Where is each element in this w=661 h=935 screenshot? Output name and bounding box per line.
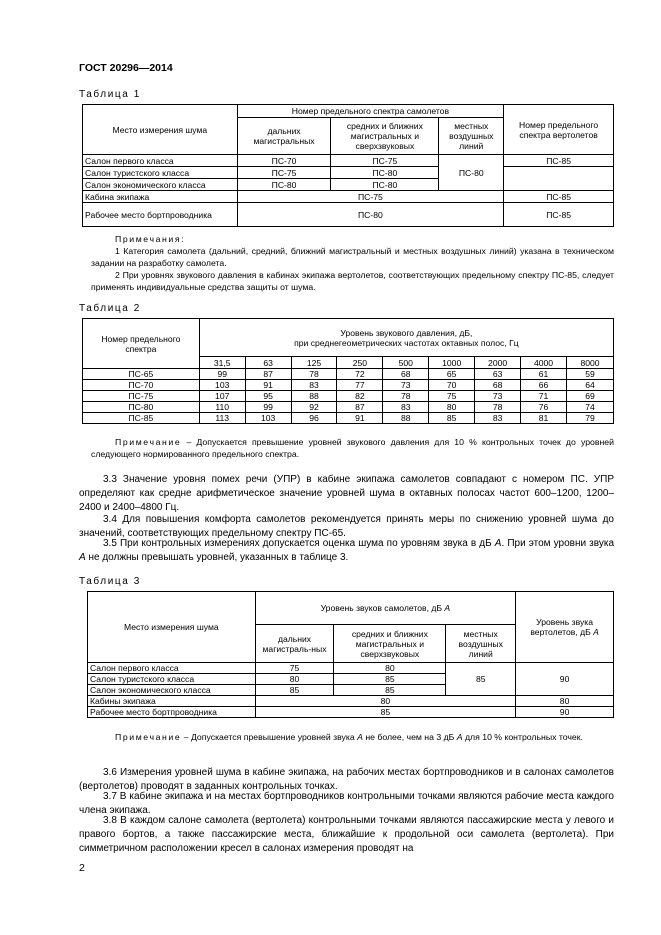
table-cell: 80 xyxy=(255,674,334,685)
table3-note-part: не более, чем на 3 дБ xyxy=(362,732,457,742)
table-cell: ПС-85 xyxy=(504,155,614,167)
table-cell: 85 xyxy=(429,413,475,424)
table3-header-heli-text: Уровень звука вертолетов, дБ xyxy=(530,617,594,637)
table3-header-sub: средних и ближних магистральных и сверхзвуковых xyxy=(334,625,446,663)
table3-header-place: Место измерения шума xyxy=(88,592,256,663)
table-cell: Салон экономического класса xyxy=(88,685,256,696)
table-cell: 250 xyxy=(337,357,383,369)
table1-header-group: Номер предельного спектра самолетов xyxy=(237,105,504,118)
table-row xyxy=(83,155,614,167)
table-cell: 110 xyxy=(199,402,245,413)
table-cell: 107 xyxy=(199,391,245,402)
table-cell: 87 xyxy=(337,402,383,413)
table-cell: Кабина экипажа xyxy=(83,191,238,203)
table1-header-heli: Номер предельного спектра вертолетов xyxy=(504,105,614,155)
table-cell: 91 xyxy=(245,380,291,391)
table-cell: 72 xyxy=(337,369,383,380)
table-cell: ПС-85 xyxy=(504,203,614,227)
table-cell: 85 xyxy=(255,707,516,718)
paragraph-3-4: 3.4 Для повышения комфорта самолетов рекомендуется принять меры по снижению уровней шума до значений, соответствующих предельному спектру ПС-65. xyxy=(79,514,614,539)
table-cell: 69 xyxy=(567,391,614,402)
paragraph-3-5-part: 3.5 При контрольных измерениях допускается оценка шума по уровням звука в дБ xyxy=(103,538,495,549)
paragraph-3-3: 3.3 Значение уровня помех речи (УПР) в кабине экипажа самолетов совпадают с номером ПС. УПР определяют как средне арифметическое значение уровней шума в октавных полосах частот 600–1200, 1200–2400 и 2400–4800 Гц. xyxy=(79,474,614,513)
paragraph-3-8: 3.8 В каждом салоне самолета (вертолета) контрольными точками являются пассажирские места у левого и правого бортов, а также пассажирские места, ближайшие к продольной оси самолета (вертолета). При симметричном расположении кресел в салонах измерения проводят на xyxy=(79,815,614,854)
table2 xyxy=(82,318,614,424)
table-cell: Салон туристского класса xyxy=(83,167,238,179)
table-cell: ПС-80 xyxy=(83,402,200,413)
table-cell: 78 xyxy=(291,369,337,380)
table3 xyxy=(87,591,614,718)
table-cell: 85 xyxy=(255,685,334,696)
paragraph-3-5 xyxy=(79,537,614,565)
table3-header-heli xyxy=(516,592,614,663)
paragraph-3-7: 3.7 В кабине экипажа и на местах бортпроводников контрольными точками являются рабочие места каждого члена экипажа. xyxy=(79,791,614,816)
table-cell: ПС-75 xyxy=(237,191,504,203)
table-cell: 91 xyxy=(337,413,383,424)
table-cell: 85 xyxy=(334,685,446,696)
page-header: ГОСТ 20296—2014 xyxy=(79,62,173,74)
table3-caption: Таблица 3 xyxy=(79,576,141,587)
table-cell: ПС-80 xyxy=(331,167,439,179)
table1-header-place: Место измерения шума xyxy=(83,105,238,155)
table-cell: 75 xyxy=(255,663,334,674)
table-cell: 63 xyxy=(475,369,521,380)
table-cell: 68 xyxy=(383,369,429,380)
table-cell: 88 xyxy=(291,391,337,402)
table-cell: 76 xyxy=(521,402,567,413)
table-cell: 79 xyxy=(567,413,614,424)
paragraph-3-5-part: . При этом уровни звука xyxy=(501,538,615,549)
table-cell: 83 xyxy=(291,380,337,391)
table-cell: ПС-80 xyxy=(237,179,331,191)
table-cell: 61 xyxy=(521,369,567,380)
table1-note-2: 2 При уровнях звукового давления в кабинах экипажа вертолетов, соответствующих предельному спектру ПС-85, следует применять индивидуальные средства защиты от шума. xyxy=(91,270,614,292)
table-row xyxy=(83,391,614,402)
table-cell: 103 xyxy=(245,413,291,424)
table-cell: 88 xyxy=(383,413,429,424)
table-cell: 74 xyxy=(567,402,614,413)
table-cell: 1000 xyxy=(429,357,475,369)
table-cell: 90 xyxy=(516,663,614,696)
table-cell: 500 xyxy=(383,357,429,369)
table3-header-sub: дальних магистраль-ных xyxy=(255,625,334,663)
table-cell: 125 xyxy=(291,357,337,369)
paragraph-3-5-unit: А xyxy=(79,552,86,563)
table-cell: 78 xyxy=(383,391,429,402)
table3-header-group-text: Уровень звуков самолетов, дБ xyxy=(320,603,445,613)
table2-note-label: Примечание xyxy=(115,437,182,447)
table-cell: ПС-85 xyxy=(504,191,614,203)
table-row xyxy=(88,696,614,707)
paragraph-3-5-unit: А xyxy=(494,538,502,549)
table-cell: 68 xyxy=(475,380,521,391)
table-cell: 75 xyxy=(429,391,475,402)
table2-header-level xyxy=(199,319,613,357)
table-cell: ПС-75 xyxy=(331,155,439,167)
table-cell: 77 xyxy=(337,380,383,391)
table-row xyxy=(83,191,614,203)
table-cell: ПС-80 xyxy=(237,203,504,227)
table-cell: 83 xyxy=(383,402,429,413)
paragraph-3-6: 3.6 Измерения уровней шума в кабине экипажа, на рабочих местах бортпроводников и в салонах самолетов (вертолетов) проводят в заданных контрольных точках. xyxy=(79,767,614,792)
table-row xyxy=(88,707,614,718)
table-cell: ПС-80 xyxy=(331,179,439,191)
table3-header-sub: местных воздушных линий xyxy=(446,625,516,663)
table-cell: 85 xyxy=(334,674,446,685)
table-cell: 103 xyxy=(199,380,245,391)
table-cell: 63 xyxy=(245,357,291,369)
table3-header-heli-unit: А xyxy=(593,627,599,637)
table-cell: 96 xyxy=(291,413,337,424)
table-cell: 64 xyxy=(567,380,614,391)
table-cell: 8000 xyxy=(567,357,614,369)
table-cell: Рабочее место бортпроводника xyxy=(83,203,238,227)
table3-header-group xyxy=(255,592,516,625)
table-cell: 90 xyxy=(516,707,614,718)
table2-header-level-line2: при среднегеометрических частотах октавных полос, Гц xyxy=(294,337,519,348)
table1-caption: Таблица 1 xyxy=(79,89,141,100)
table1-notes-title: Примечания: xyxy=(115,234,186,244)
table-cell: 71 xyxy=(521,391,567,402)
table-cell: 66 xyxy=(521,380,567,391)
table2-note-text: – Допускается превышение уровней звукового давления для 10 % контрольных точек до уровней следующего нормированного предельного спектра. xyxy=(91,437,614,459)
table2-caption: Таблица 2 xyxy=(79,303,141,314)
table-cell xyxy=(504,167,614,191)
table-cell: 80 xyxy=(334,663,446,674)
table3-note-unit: А xyxy=(357,732,363,742)
table-cell: Салон первого класса xyxy=(83,155,238,167)
table-cell: 4000 xyxy=(521,357,567,369)
paragraph-3-5-part: не должны превышать уровней, указанных в таблице 3. xyxy=(85,552,349,563)
table-cell: 99 xyxy=(245,402,291,413)
table-row xyxy=(83,369,614,380)
table-cell: Салон туристского класса xyxy=(88,674,256,685)
table-cell: 99 xyxy=(199,369,245,380)
table1-header-sub: дальних магистральных xyxy=(237,118,331,155)
table-row xyxy=(83,413,614,424)
table-row xyxy=(83,380,614,391)
table-cell: Салон первого класса xyxy=(88,663,256,674)
table-cell: ПС-75 xyxy=(83,391,200,402)
table3-header-group-unit: А xyxy=(444,603,451,613)
table-cell: 65 xyxy=(429,369,475,380)
table-cell: 80 xyxy=(255,696,516,707)
table-cell: 92 xyxy=(291,402,337,413)
table-cell: 80 xyxy=(429,402,475,413)
table-cell: 78 xyxy=(475,402,521,413)
table2-header-spec: Номер предельного спектра xyxy=(83,319,200,369)
table-cell: 80 xyxy=(516,696,614,707)
table-cell: ПС-65 xyxy=(83,369,200,380)
page-number: 2 xyxy=(79,862,85,874)
table-cell: 85 xyxy=(446,663,516,696)
table1-header-sub: местных воздушных линий xyxy=(439,118,504,155)
table-row xyxy=(88,663,614,674)
table-row xyxy=(83,402,614,413)
table3-note xyxy=(91,731,614,743)
table-cell: 82 xyxy=(337,391,383,402)
table-cell: 83 xyxy=(475,413,521,424)
table-cell: 73 xyxy=(475,391,521,402)
table1 xyxy=(82,104,614,227)
table-row xyxy=(83,203,614,227)
table-cell: 31,5 xyxy=(199,357,245,369)
table-cell: 81 xyxy=(521,413,567,424)
table-cell: ПС-70 xyxy=(237,155,331,167)
table-cell: 73 xyxy=(383,380,429,391)
table-cell: 70 xyxy=(429,380,475,391)
table-cell: 95 xyxy=(245,391,291,402)
table-cell: ПС-85 xyxy=(83,413,200,424)
table-cell: ПС-70 xyxy=(83,380,200,391)
table-cell: 59 xyxy=(567,369,614,380)
table1-note-1: 1 Категория самолета (дальний, средний, ближний магистральный и местных воздушных линий) указана в техническом задании на разработку самолета. xyxy=(91,246,614,268)
table-cell: Салон экономического класса xyxy=(83,179,238,191)
table3-note-part: для 10 % контрольных точек. xyxy=(462,732,583,742)
table-cell: ПС-75 xyxy=(237,167,331,179)
table3-note-part: – Допускается превышение уровней звука xyxy=(181,732,358,742)
table1-header-sub: средних и ближних магистральных и сверхзвуковых xyxy=(331,118,439,155)
table-cell: 2000 xyxy=(475,357,521,369)
table3-note-label: Примечание xyxy=(115,732,182,742)
table-cell: Кабины экипажа xyxy=(88,696,256,707)
table2-note xyxy=(91,436,614,460)
table-row xyxy=(83,167,614,179)
table-cell: Рабочее место бортпроводника xyxy=(88,707,256,718)
table-cell: ПС-80 xyxy=(439,155,504,191)
table-cell: 87 xyxy=(245,369,291,380)
table2-header-level-line1: Уровень звукового давления, дБ, xyxy=(340,327,473,338)
table-cell: 113 xyxy=(199,413,245,424)
table3-note-unit: А xyxy=(456,732,463,742)
